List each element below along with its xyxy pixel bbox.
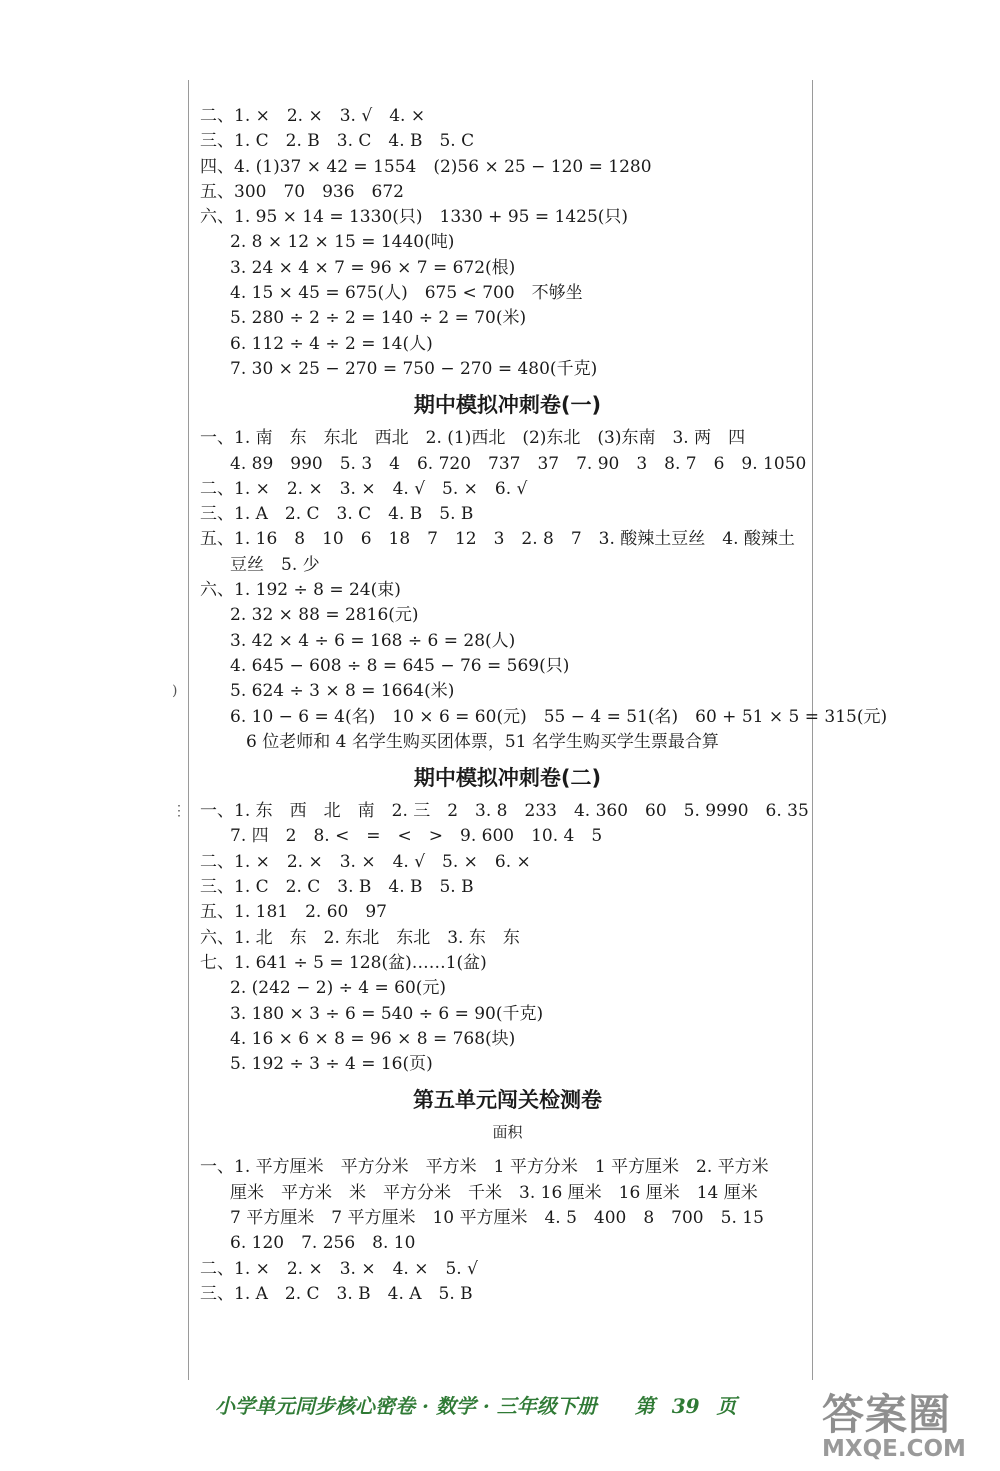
answer-line: 2. 8 × 12 × 15 = 1440(吨) bbox=[230, 232, 455, 253]
answer-line: 一、1. 南 东 东北 西北 2. (1)西北 (2)东北 (3)东南 3. 两 四 bbox=[200, 428, 746, 449]
answer-line: 厘米 平方米 米 平方分米 千米 3. 16 厘米 16 厘米 14 厘米 bbox=[230, 1182, 758, 1203]
margin-mark: ⋮ bbox=[172, 803, 186, 819]
answer-line: 一、1. 平方厘米 平方分米 平方米 1 平方分米 1 平方厘米 2. 平方米 bbox=[200, 1157, 769, 1178]
answer-line: 5. 192 ÷ 3 ÷ 4 = 16(页) bbox=[230, 1054, 433, 1075]
watermark-logo bbox=[822, 1382, 982, 1464]
answer-line: 二、1. × 2. × 3. √ 4. × bbox=[200, 106, 426, 126]
section-title: 期中模拟冲刺卷(二) bbox=[413, 766, 602, 791]
answer-line: 2. 32 × 88 = 2816(元) bbox=[230, 605, 419, 626]
margin-mark: ) bbox=[172, 683, 178, 699]
answer-line: 2. (242 − 2) ÷ 4 = 60(元) bbox=[230, 978, 447, 999]
watermark-url: MXQE.COM bbox=[822, 1436, 966, 1462]
answer-line: 六、1. 95 × 14 = 1330(只) 1330 + 95 = 1425(只) bbox=[200, 207, 629, 228]
section-title: 期中模拟冲刺卷(一) bbox=[413, 393, 602, 418]
answer-line: 3. 42 × 4 ÷ 6 = 168 ÷ 6 = 28(人) bbox=[230, 630, 516, 651]
answer-line: 豆丝 5. 少 bbox=[230, 554, 320, 575]
answer-line: 三、1. C 2. C 3. B 4. B 5. B bbox=[200, 877, 474, 898]
answer-line: 五、300 70 936 672 bbox=[200, 181, 404, 202]
answer-line: 二、1. × 2. × 3. × 4. × 5. √ bbox=[200, 1258, 478, 1279]
section-title: 第五单元闯关检测卷 bbox=[413, 1088, 602, 1113]
answer-line: 三、1. C 2. B 3. C 4. B 5. C bbox=[200, 131, 475, 152]
watermark-text: 答案圈 bbox=[822, 1390, 952, 1439]
answer-line: 4. 15 × 45 = 675(人) 675 < 700 不够坐 bbox=[230, 283, 583, 304]
section-gap bbox=[200, 382, 815, 390]
answer-line: 四、4. (1)37 × 42 = 1554 (2)56 × 25 − 120 = 1280 bbox=[200, 156, 652, 177]
footer-page-suffix: 页 bbox=[716, 1394, 737, 1418]
answer-line: 6. 120 7. 256 8. 10 bbox=[230, 1233, 416, 1254]
answer-line: 五、1. 16 8 10 6 18 7 12 3 2. 8 7 3. 酸辣土豆丝 4. 酸辣土 bbox=[200, 529, 795, 550]
page-footer bbox=[215, 1390, 805, 1419]
answer-line: 6. 10 − 6 = 4(名) 10 × 6 = 60(元) 55 − 4 = 51(名) 60 + 51 × 5 = 315(元) bbox=[230, 706, 888, 727]
answer-line: 4. 89 990 5. 3 4 6. 720 737 37 7. 90 3 8. 7 6 9. 1050 bbox=[230, 453, 807, 474]
answer-line: 七、1. 641 ÷ 5 = 128(盆)……1(盆) bbox=[200, 952, 487, 973]
answer-line: 5. 280 ÷ 2 ÷ 2 = 140 ÷ 2 = 70(米) bbox=[230, 308, 527, 329]
section-gap bbox=[200, 755, 815, 763]
answer-line: 7. 30 × 25 − 270 = 750 − 270 = 480(千克) bbox=[230, 358, 598, 379]
answer-line: 一、1. 东 西 北 南 2. 三 2 3. 8 233 4. 360 60 5. 9990 6. 35 bbox=[200, 801, 809, 822]
answer-line: 4. 16 × 6 × 8 = 96 × 8 = 768(块) bbox=[230, 1028, 516, 1049]
answer-line: 3. 24 × 4 × 7 = 96 × 7 = 672(根) bbox=[230, 257, 516, 278]
section-subtitle: 面积 bbox=[492, 1123, 523, 1142]
answer-line: 三、1. A 2. C 3. C 4. B 5. B bbox=[200, 504, 474, 525]
answer-line: 二、1. × 2. × 3. × 4. √ 5. × 6. √ bbox=[200, 478, 528, 499]
answer-line: 六、1. 北 东 2. 东北 东北 3. 东 东 bbox=[200, 927, 520, 948]
answer-line: 六、1. 192 ÷ 8 = 24(束) bbox=[200, 580, 401, 601]
answer-line: 6. 112 ÷ 4 ÷ 2 = 14(人) bbox=[230, 333, 433, 354]
answer-line: 6 位老师和 4 名学生购买团体票，51 名学生购买学生票最合算 bbox=[246, 731, 719, 752]
answer-line: 5. 624 ÷ 3 × 8 = 1664(米) bbox=[230, 681, 455, 702]
answer-line: 三、1. A 2. C 3. B 4. A 5. B bbox=[200, 1283, 473, 1304]
left-margin-line bbox=[188, 80, 189, 1380]
answer-line: 3. 180 × 3 ÷ 6 = 540 ÷ 6 = 90(千克) bbox=[230, 1003, 544, 1024]
answer-line: 4. 645 − 608 ÷ 8 = 645 − 76 = 569(只) bbox=[230, 655, 570, 676]
answer-line: 7. 四 2 8. < = < > 9. 600 10. 4 5 bbox=[230, 826, 603, 847]
footer-page-prefix: 第 bbox=[634, 1394, 655, 1418]
footer-book-title: 小学单元同步核心密卷 · 数学 · 三年级下册 bbox=[215, 1394, 597, 1418]
section-gap bbox=[200, 1077, 815, 1085]
page-number: 39 bbox=[671, 1394, 700, 1418]
answer-line: 7 平方厘米 7 平方厘米 10 平方厘米 4. 5 400 8 700 5. 15 bbox=[230, 1207, 764, 1228]
answer-line: 五、1. 181 2. 60 97 bbox=[200, 902, 387, 923]
answer-line: 二、1. × 2. × 3. × 4. √ 5. × 6. × bbox=[200, 851, 531, 872]
answer-content bbox=[200, 104, 888, 1307]
